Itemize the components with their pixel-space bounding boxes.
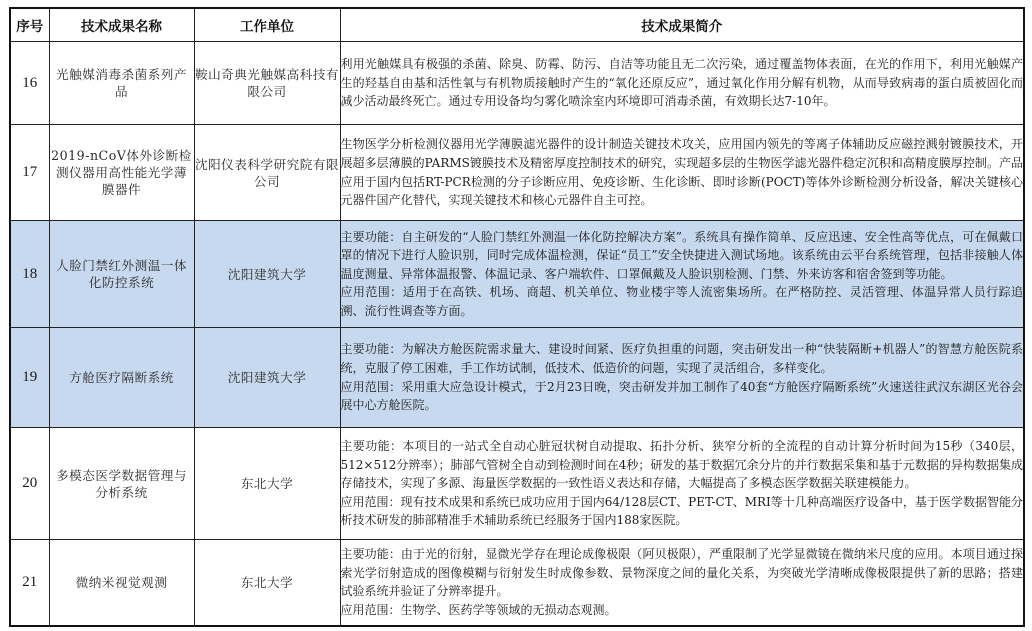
main-function-paragraph: 主要功能：本项目的一站式全自动心脏冠状树自动提取、拓扑分析、狭窄分析的全流程的自动计算分析时间为15秒（340层，512×512分辨率）；肺部气管树全自动到检测时间在4秒；研发的基于数据冗余分片的并行数据采集和基于元数据的异构数据集成存储技术，实现了多源、海量医学数据的一致性语义表达和存储，大幅提高了多模态医学数据关联建模能力。 [340, 439, 1023, 491]
row-number: 21 [10, 540, 49, 626]
application-scope-paragraph: 应用范围：采用重大应急设计模式，于2月23日晚，突击研发并加工制作了40套“方舱医疗隔断系统”火速送往武汉东湖区光谷会展中心方舱医院。 [340, 379, 1023, 413]
main-function-paragraph: 主要功能：由于光的衍射，显微光学存在理论成像极限（阿贝极限），严重限制了光学显微镜在微纳米尺度的应用。本项目通过探索光学衍射造成的图像模糊与衍射发生时成像参数、景物深度之间的量化关系，为突破光学清晰成像极限提供了新的思路；搭建试验系统并验证了分辨率提升。 [340, 547, 1023, 599]
main-function-paragraph: 主要功能：为解决方舱医院需求量大、建设时间紧、医疗负担重的问题，突击研发出一种“快装隔断+机器人”的智慧方舱医院系统，克服了停工困难，手工作坊试制，低技术、低造价的问题，实现了灵活组合，多样变化。 [340, 342, 1023, 375]
header-no: 序号 [10, 8, 49, 42]
achievement-name: 多模态医学数据管理与分析系统 [49, 428, 194, 540]
table-row-17 [10, 125, 1024, 221]
achievement-description [340, 125, 1024, 221]
main-function-paragraph: 主要功能：自主研发的“人脸门禁红外测温一体化防控解决方案”。系统具有操作简单、反应迅速、安全性高等优点，可在佩戴口罩的情况下进行人脸识别，同时完成体温检测，保证“员工”安全快捷进入测试场地。该系统由云平台系统管理，包括非接触人体温度测量、异常体温报警、体温记录、客户端软件、口罩佩戴及人脸识别检测、门禁、外来访客和宿舍签到等功能。 [340, 229, 1023, 281]
achievement-description [340, 221, 1024, 328]
achievement-name: 方舱医疗隔断系统 [49, 328, 194, 428]
achievement-description [340, 540, 1024, 626]
achievement-name: 光触媒消毒杀菌系列产品 [49, 42, 194, 125]
table-row-16 [10, 42, 1024, 125]
header-name: 技术成果名称 [49, 8, 194, 42]
work-unit: 沈阳建筑大学 [194, 328, 340, 428]
table-row-18 [10, 221, 1024, 328]
application-scope-paragraph: 应用范围：适用于在高铁、机场、商超、机关单位、物业楼宇等人流密集场所。在严格防控、灵活管理、体温异常人员行踪追溯、流行性调查等方面。 [340, 285, 1023, 318]
row-number: 17 [10, 125, 49, 221]
application-scope-paragraph: 应用范围：现有技术成果和系统已成功应用于国内64/128层CT、PET-CT、MRI等十几种高端医疗设备中，基于医学数据智能分析技术研发的肺部精准手术辅助系统已经服务于国内188家医院。 [340, 494, 1023, 528]
achievement-description [340, 42, 1024, 125]
table-row-21 [10, 540, 1024, 626]
row-number: 18 [10, 221, 49, 328]
row-number: 16 [10, 42, 49, 125]
row-number: 20 [10, 428, 49, 540]
work-unit: 沈阳建筑大学 [194, 221, 340, 328]
work-unit: 鞍山奇典光触媒高科技有限公司 [194, 42, 340, 125]
table-row-20 [10, 428, 1024, 540]
achievement-name: 微纳米视觉观测 [49, 540, 194, 626]
work-unit: 东北大学 [194, 540, 340, 626]
row-number: 19 [10, 328, 49, 428]
description-paragraph: 生物医学分析检测仪器用光学薄膜滤光器件的设计制造关键技术攻关，应用国内领先的等离子体辅助反应磁控溅射镀膜技术，开展超多层薄膜的PARMS镀膜技术及精密厚度控制技术的研究，实现超多层的生物医学滤光器件稳定沉积和高精度膜厚控制。产品应用于国内包括RT-PCR检测的分子诊断应用、免疫诊断、生化诊断、即时诊断(POCT)等体外诊断检测分析设备，解决关键核心元器件国产化替代，实现关键技术和核心元器件自主可控。 [340, 137, 1023, 208]
tech-achievements-table [9, 7, 1025, 627]
achievement-description [340, 328, 1024, 428]
table-row-19 [10, 328, 1024, 428]
description-paragraph: 利用光触媒具有极强的杀菌、除臭、防霉、防污、自洁等功能且无二次污染，通过覆盖物体表面，在光的作用下，利用光触媒产生的羟基自由基和活性氧与有机物质接触时产生的“氧化还原反应”，通过氧化作用分解有机物，从而导致病毒的蛋白质被固化而减少活动最终死亡。通过专用设备均匀雾化喷涂室内环境即可消毒杀菌，有效期长达7-10年。 [340, 57, 1023, 109]
work-unit: 东北大学 [194, 428, 340, 540]
achievement-description [340, 428, 1024, 540]
work-unit: 沈阳仪表科学研究院有限公司 [194, 125, 340, 221]
header-unit: 工作单位 [194, 8, 340, 42]
header-desc: 技术成果简介 [340, 8, 1024, 42]
achievement-name: 人脸门禁红外测温一体化防控系统 [49, 221, 194, 328]
header-row [10, 8, 1024, 42]
application-scope-paragraph: 应用范围：生物学、医药学等领域的无损动态观测。 [340, 602, 617, 617]
achievement-name: 2019-nCoV体外诊断检测仪器用高性能光学薄膜器件 [49, 125, 194, 221]
